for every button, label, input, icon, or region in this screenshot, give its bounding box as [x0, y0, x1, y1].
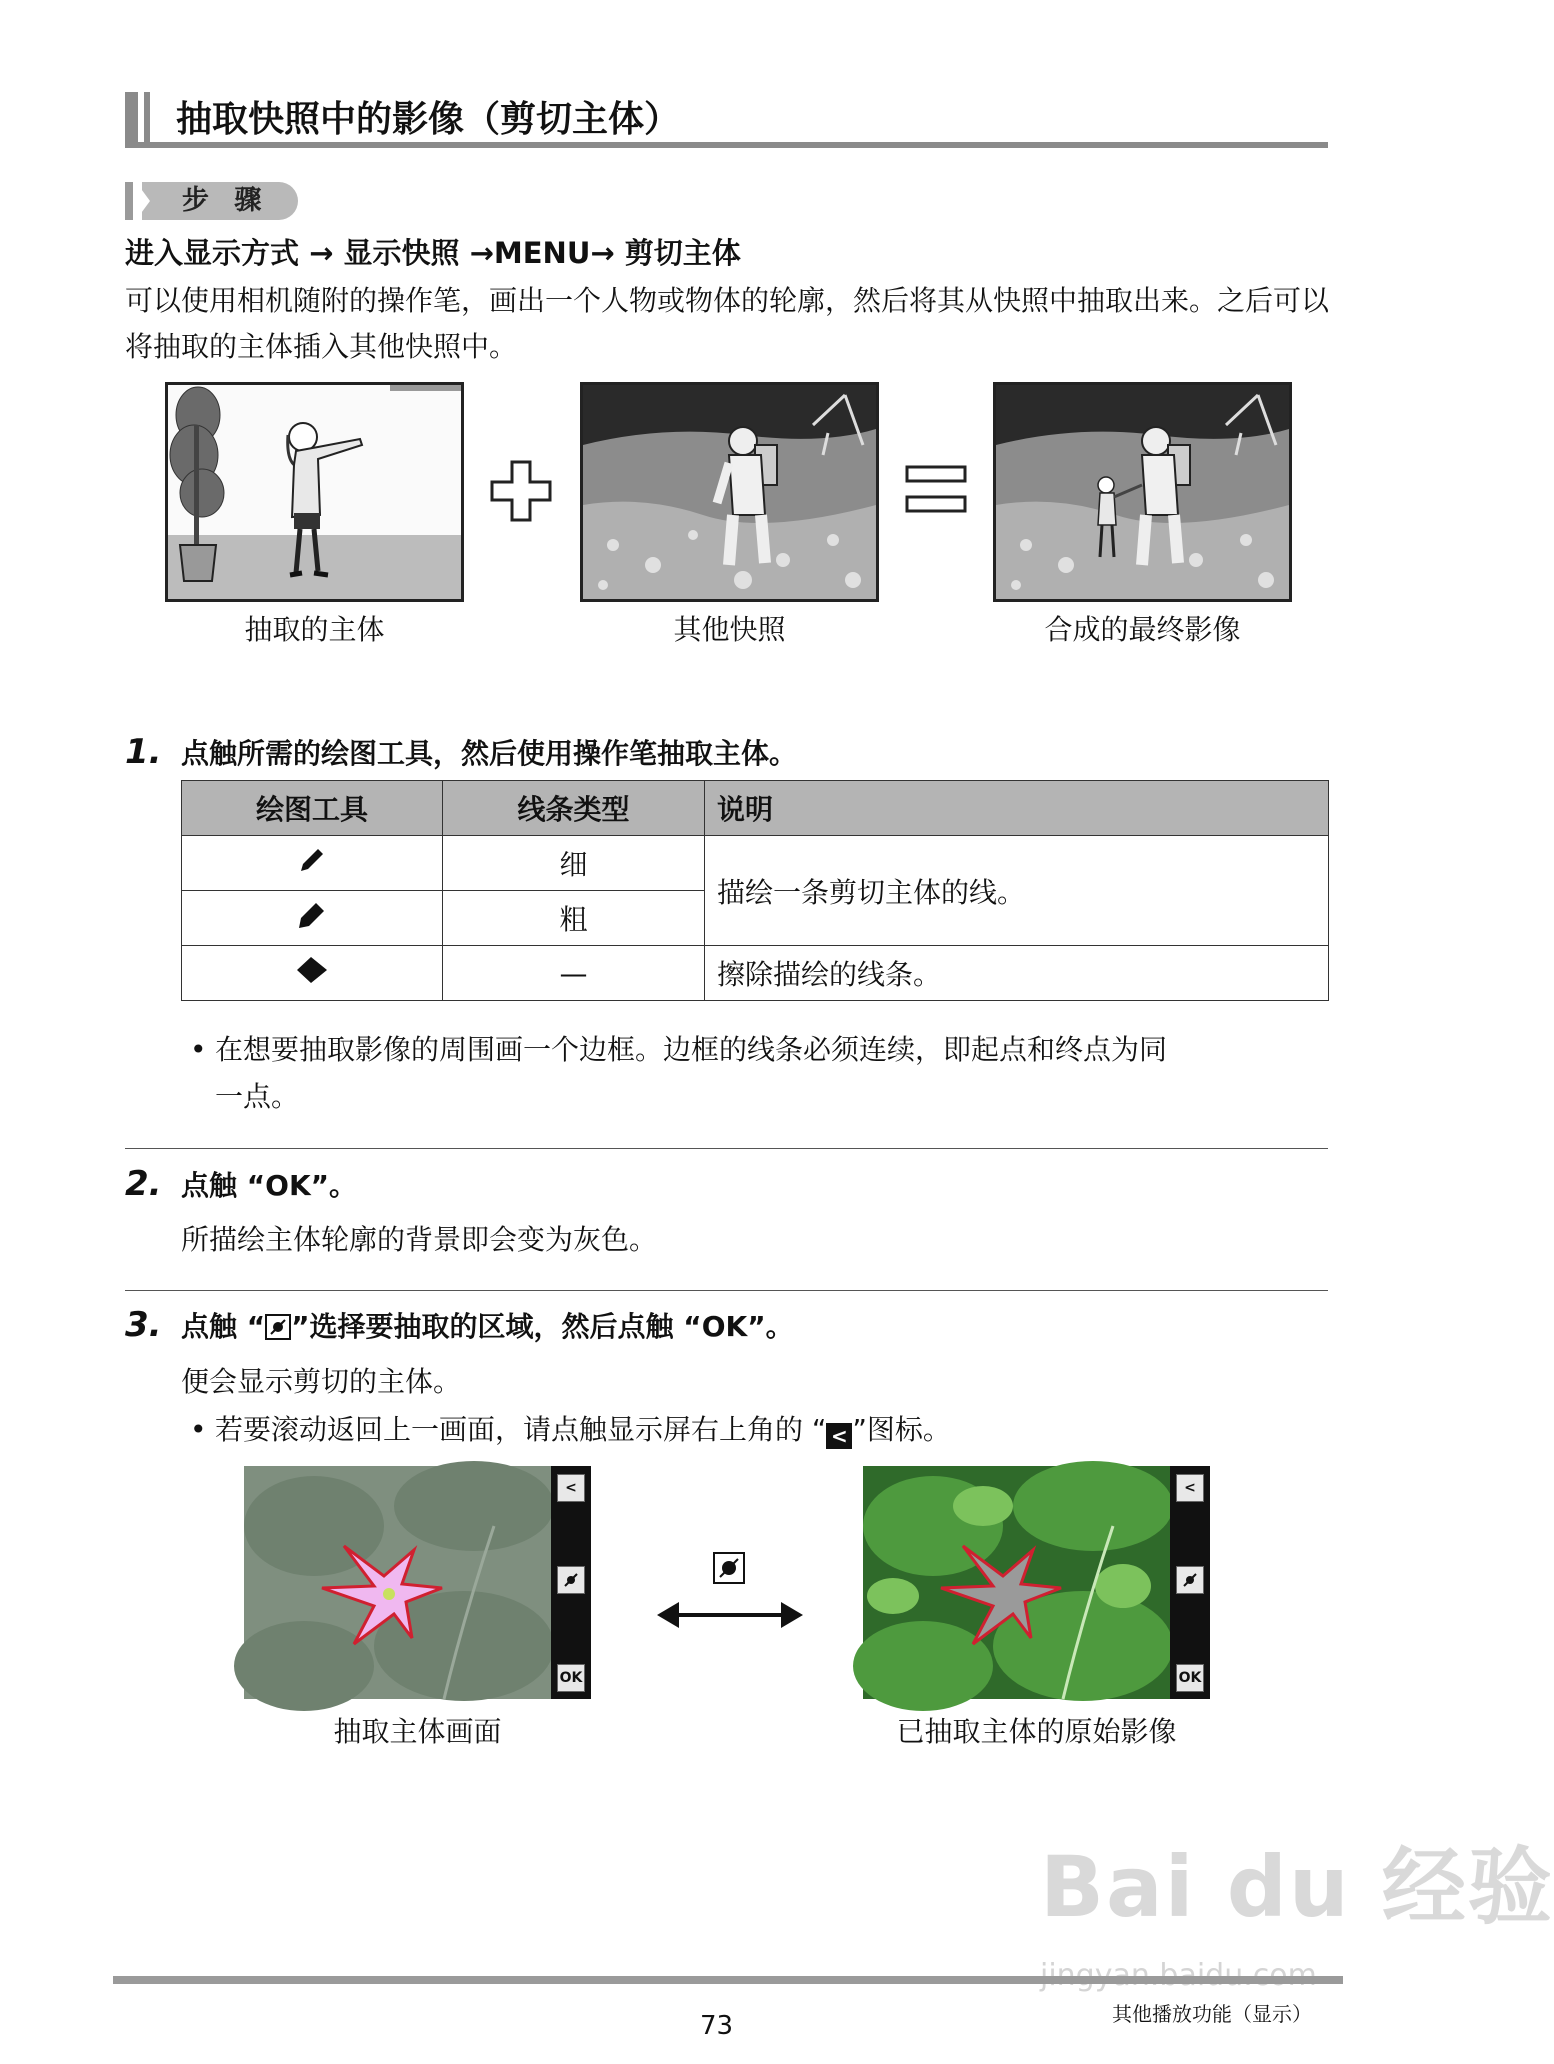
caption-composite: 合成的最终影像 — [1044, 613, 1241, 646]
footer-chapter: 其他播放功能（显示） — [1112, 2002, 1312, 2026]
step1-bullet-line2: 一点。 — [215, 1080, 300, 1113]
select-area-button[interactable] — [557, 1566, 585, 1594]
header-tool: 绘图工具 — [182, 781, 443, 836]
divider-2 — [125, 1290, 1328, 1291]
step2-description: 所描绘主体轮廓的背景即会变为灰色。 — [181, 1223, 658, 1256]
caption-original-screen: 已抽取主体的原始影像 — [896, 1715, 1177, 1748]
caption-extract-screen: 抽取主体画面 — [333, 1715, 502, 1748]
line-type-thin: 细 — [443, 836, 705, 891]
select-area-glyph — [267, 1316, 289, 1338]
step1-bullet-dot: • — [190, 1033, 207, 1066]
select-area-icon — [265, 1314, 291, 1340]
step3-bullet-dot: • — [190, 1413, 207, 1446]
header-description: 说明 — [705, 781, 1329, 836]
table-row — [182, 946, 1329, 1001]
other-snapshot-image — [580, 382, 879, 602]
section-bar-thick — [125, 92, 138, 148]
line-type-thick: 粗 — [443, 891, 705, 946]
steps-pill-stub — [125, 182, 133, 220]
section-rule — [125, 142, 1328, 148]
caption-other-snapshot: 其他快照 — [673, 613, 786, 646]
extracted-subject-image — [165, 382, 464, 602]
step1-number: 1. — [125, 732, 162, 772]
step3-bullet-b: ”图标。 — [852, 1413, 951, 1446]
steps-label: 步 骤 — [142, 182, 298, 220]
line-type-none: — — [443, 946, 705, 1001]
divider-1 — [125, 1148, 1328, 1149]
baidu-watermark-logo: Bai du 经验 — [1040, 1838, 1554, 1936]
desc-draw-line: 描绘一条剪切主体的线。 — [705, 836, 1329, 946]
step1-text: 点触所需的绘图工具，然后使用操作笔抽取主体。 — [181, 737, 798, 770]
select-area-toggle-glyph — [715, 1554, 743, 1582]
page-number: 73 — [700, 2011, 734, 2041]
eraser-icon — [295, 955, 329, 985]
thick-pen-tool-cell — [182, 891, 443, 946]
step3-text-b: ”选择要抽取的区域，然后点触 “OK”。 — [291, 1310, 794, 1343]
step2-number: 2. — [125, 1164, 162, 1204]
menu-path: 进入显示方式 → 显示快照 →MENU→ 剪切主体 — [125, 236, 741, 270]
desc-erase-line: 擦除描绘的线条。 — [705, 946, 1329, 1001]
thin-pen-tool-cell — [182, 836, 443, 891]
caption-extracted-subject: 抽取的主体 — [244, 613, 385, 646]
intro-paragraph: 可以使用相机随附的操作笔，画出一个人物或物体的轮廓，然后将其从快照中抽取出来。之后可以将抽取的主体插入其他快照中。 — [125, 284, 1330, 363]
steps-pill-notch — [136, 182, 150, 220]
step3-text — [181, 1305, 794, 1349]
footer-rule — [113, 1976, 1343, 1984]
select-area-button[interactable] — [1176, 1566, 1204, 1594]
back-button[interactable]: < — [1176, 1474, 1204, 1502]
header-line-type: 线条类型 — [443, 781, 705, 836]
step1-bullet-line1: 在想要抽取影像的周围画一个边框。边框的线条必须连续，即起点和终点为同 — [215, 1033, 1168, 1066]
step2-text: 点触 “OK”。 — [181, 1169, 358, 1202]
step3-bullet — [215, 1408, 951, 1452]
select-area-toggle-icon — [713, 1552, 745, 1584]
ok-button[interactable]: OK — [557, 1664, 585, 1692]
thick-pen-icon — [296, 899, 328, 931]
select-area-button-icon — [1181, 1571, 1199, 1589]
composite-illustration — [996, 385, 1289, 599]
eraser-tool-cell — [182, 946, 443, 1001]
flower-gray-illustration — [244, 1466, 591, 1699]
original-screen — [863, 1466, 1210, 1699]
plus-icon — [490, 460, 552, 522]
thin-pen-icon — [297, 845, 327, 875]
step3-bullet-a: 若要滚动返回上一画面，请点触显示屏右上角的 “ — [215, 1413, 827, 1446]
back-button[interactable]: < — [557, 1474, 585, 1502]
drawing-tools-table — [181, 780, 1329, 1001]
composite-image — [993, 382, 1292, 602]
extract-screen — [244, 1466, 591, 1699]
ok-button[interactable]: OK — [1176, 1664, 1204, 1692]
astronaut-illustration — [583, 385, 876, 599]
table-row — [182, 836, 1329, 891]
step3-number: 3. — [125, 1305, 162, 1345]
section-bar-thin — [144, 92, 150, 148]
step3-text-a: 点触 “ — [181, 1310, 266, 1343]
section-title: 抽取快照中的影像（剪切主体） — [176, 99, 681, 140]
select-area-button-icon — [562, 1571, 580, 1589]
equals-icon — [905, 465, 967, 515]
back-icon-glyph: < — [831, 1424, 848, 1448]
back-icon — [826, 1423, 852, 1449]
girl-illustration — [168, 385, 461, 599]
table-header-row — [182, 781, 1329, 836]
step3-description: 便会显示剪切的主体。 — [181, 1365, 462, 1398]
double-arrow-icon — [655, 1598, 805, 1632]
flower-color-illustration — [863, 1466, 1210, 1699]
